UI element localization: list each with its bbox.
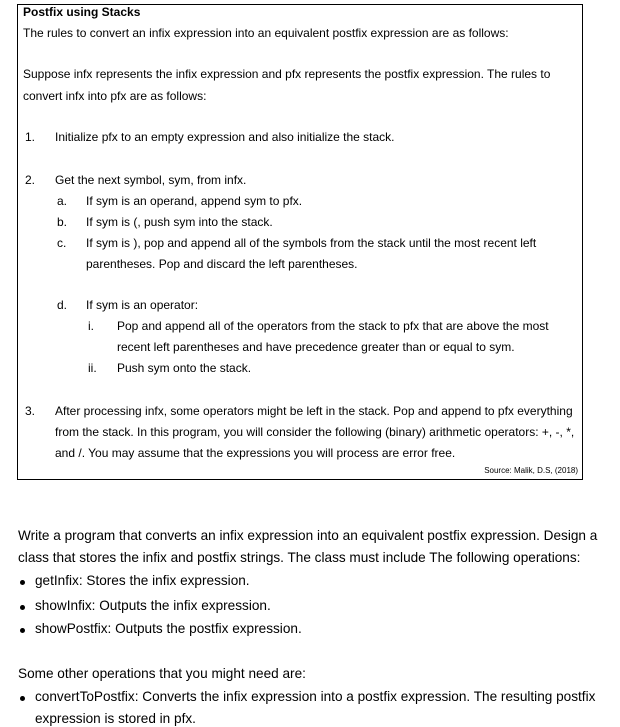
- step-1-number: 1.: [25, 130, 36, 144]
- step-3-line-2: from the stack. In this program, you will consider the following (binary) arithmetic operators: +, -, *,: [55, 425, 575, 439]
- assignment-line-1: Write a program that converts an infix expression into an equivalent postfix expression. Design a: [18, 528, 598, 543]
- step-2b-label: b.: [57, 215, 68, 229]
- operation-item: showPostfix: Outputs the postfix expression.: [35, 621, 302, 636]
- step-3-line-3: and /. You may assume that the expressions you will process are error free.: [55, 446, 456, 460]
- step-1-text: Initialize pfx to an empty expression and also initialize the stack.: [55, 130, 395, 144]
- source-citation: Source: Malik, D.S, (2018): [484, 466, 578, 475]
- bullet-icon: [20, 605, 25, 610]
- step-2d-i-line-1: Pop and append all of the operators from the stack to pfx that are above the most: [117, 319, 549, 333]
- operation-item: getInfix: Stores the infix expression.: [35, 573, 250, 588]
- step-3-number: 3.: [25, 404, 36, 418]
- suppose-line-1: Suppose infx represents the infix expression and pfx represents the postfix expression. The rules to: [23, 67, 551, 81]
- intro-text: The rules to convert an infix expression into an equivalent postfix expression are as follows:: [23, 26, 509, 40]
- step-2d-label: d.: [57, 298, 68, 312]
- step-2c-line-2: parentheses. Pop and discard the left parentheses.: [86, 257, 358, 271]
- assignment-line-2: class that stores the infix and postfix strings. The class must include The following operations:: [18, 550, 581, 565]
- step-2d-ii-text: Push sym onto the stack.: [117, 361, 252, 375]
- box-title: Postfix using Stacks: [23, 5, 141, 19]
- step-2d-text: If sym is an operator:: [86, 298, 199, 312]
- step-3-line-1: After processing infx, some operators might be left in the stack. Pop and append to pfx everything: [55, 404, 573, 418]
- bullet-icon: [20, 696, 25, 701]
- step-2d-ii-label: ii.: [88, 361, 97, 375]
- suppose-line-2: convert infx into pfx are as follows:: [23, 89, 207, 103]
- other-operations-intro: Some other operations that you might need are:: [18, 666, 306, 681]
- step-2b-text: If sym is (, push sym into the stack.: [86, 215, 273, 229]
- bullet-icon: [20, 628, 25, 633]
- step-2d-i-line-2: recent left parentheses and have precedence greater than or equal to sym.: [117, 340, 515, 354]
- operation-item: showInfix: Outputs the infix expression.: [35, 598, 271, 613]
- bullet-icon: [20, 580, 25, 585]
- step-2a-label: a.: [57, 194, 68, 208]
- step-2-number: 2.: [25, 173, 36, 187]
- step-2c-label: c.: [57, 236, 67, 250]
- step-2a-text: If sym is an operand, append sym to pfx.: [86, 194, 303, 208]
- step-2d-i-label: i.: [88, 319, 94, 333]
- other-operation-line-1: convertToPostfix: Converts the infix expression into a postfix expression. The resulting postfix: [35, 689, 596, 704]
- step-2c-line-1: If sym is ), pop and append all of the symbols from the stack until the most recent left: [86, 236, 537, 250]
- other-operation-line-2: expression is stored in pfx.: [35, 711, 196, 726]
- step-2-text: Get the next symbol, sym, from infx.: [55, 173, 247, 187]
